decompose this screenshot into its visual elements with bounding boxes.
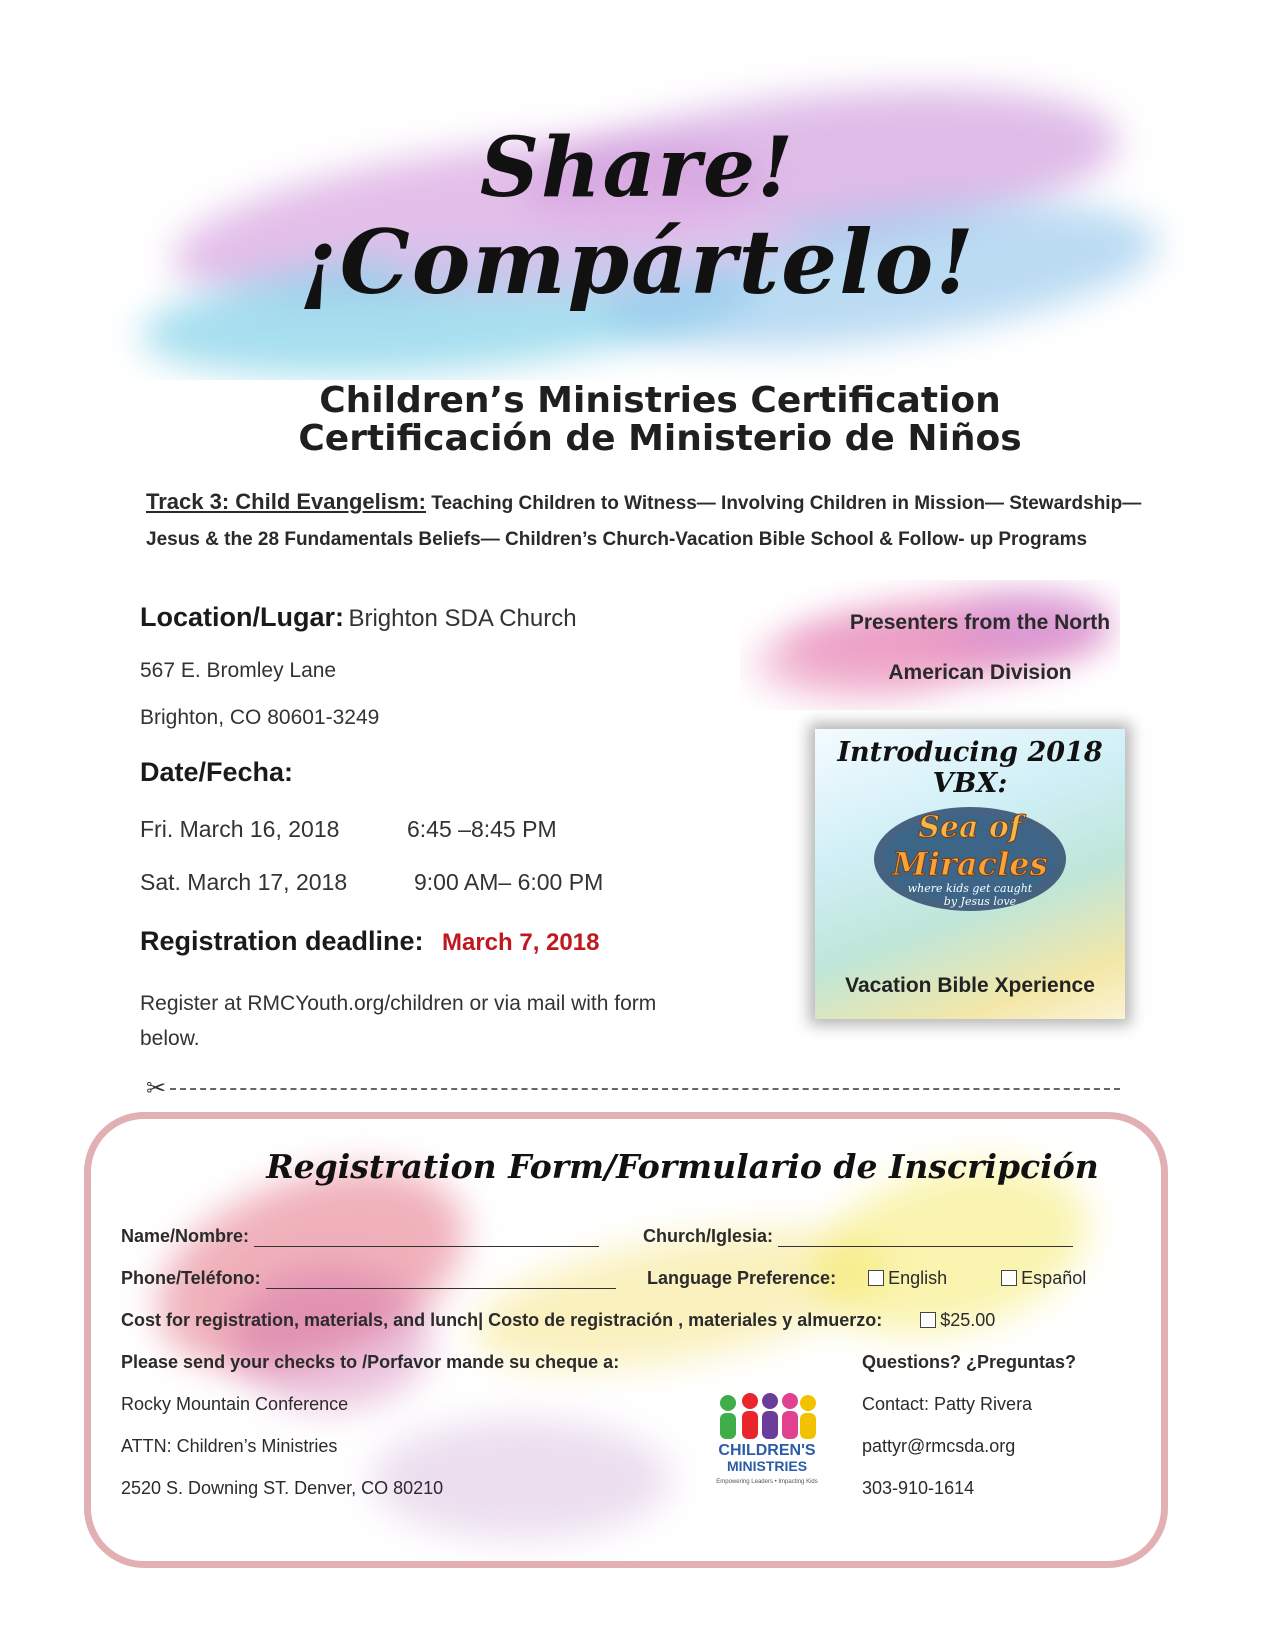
deadline-date: March 7, 2018 (442, 929, 600, 956)
date-day1: Fri. March 16, 2018 (140, 816, 340, 842)
deadline-line (140, 926, 599, 957)
presenters-text (820, 598, 1140, 698)
track-description (146, 484, 1196, 558)
questions-label (862, 1352, 1076, 1373)
name-label: Name/Nombre: (121, 1226, 250, 1246)
contact-phone: 303-910-1614 (862, 1478, 975, 1498)
phone-label: Phone/Teléfono: (121, 1268, 261, 1288)
track-topics-line1: Teaching Children to Witness— Involving Children in Mission— Stewardship— (425, 493, 1142, 514)
track-label: Track 3: Child Evangelism: (146, 489, 426, 514)
espanol-checkbox[interactable] (1001, 1270, 1017, 1286)
certification-title-es: Certificación de Ministerio de Niños (298, 418, 1022, 459)
form-church-row (643, 1226, 1073, 1247)
name-field[interactable] (254, 1228, 599, 1247)
location-street: 567 E. Bromley Lane (140, 659, 337, 682)
church-field[interactable] (778, 1228, 1073, 1247)
certification-title-en: Children’s Ministries Certification (319, 380, 1001, 421)
sea-logo-tagline1: where kids get caught (907, 882, 1033, 895)
cost-label: Cost for registration, materials, and lunch| Costo de registración , materiales y almuerzo: (121, 1310, 883, 1330)
childrens-ministries-logo (712, 1393, 822, 1493)
presenters-line2: American Division (888, 661, 1072, 684)
register-line2: below. (140, 1027, 200, 1050)
english-checkbox[interactable] (868, 1270, 884, 1286)
form-name-row (121, 1226, 599, 1247)
mail-line3: 2520 S. Downing ST. Denver, CO 80210 (121, 1478, 444, 1498)
mail-line2: ATTN: Children’s Ministries (121, 1436, 338, 1456)
phone-field[interactable] (266, 1270, 616, 1289)
location-line (140, 602, 577, 633)
scissors-icon: ✂ (146, 1075, 167, 1102)
location-name: Brighton SDA Church (348, 605, 577, 632)
track-topics-line2: Jesus & the 28 Fundamentals Beliefs— Children’s Church-Vacation Bible School & Follow- up Programs (146, 529, 1088, 550)
logo-tagline: Empowering Leaders • Impacting Kids (716, 1479, 818, 1485)
location-city: Brighton, CO 80601-3249 (140, 706, 380, 729)
sea-logo-line1: Sea of (918, 810, 1022, 845)
deadline-label: Registration deadline: (140, 926, 424, 956)
date-time2: 9:00 AM– 6:00 PM (414, 869, 604, 895)
checks-label-text: Please send your checks to /Porfavor mande su cheque a: (121, 1352, 620, 1372)
cost-value: $25.00 (940, 1310, 996, 1330)
hero-title-share: Share! (479, 120, 796, 216)
date-time1: 6:45 –8:45 PM (407, 816, 557, 842)
english-label: English (888, 1268, 948, 1288)
contact-email[interactable]: pattyr@rmcsda.org (862, 1436, 1016, 1456)
form-cost-row (121, 1310, 995, 1331)
location-label: Location/Lugar: (140, 602, 344, 632)
register-instructions (140, 986, 656, 1056)
church-label: Church/Iglesia: (643, 1226, 774, 1246)
questions-label-text: Questions? ¿Preguntas? (862, 1352, 1077, 1372)
hero-title-compartelo: ¡Compártelo! (299, 210, 976, 314)
vbx-caption: Vacation Bible Xperience (845, 974, 1095, 997)
mail-line1: Rocky Mountain Conference (121, 1394, 349, 1414)
date-label: Date/Fecha: (140, 757, 294, 787)
espanol-label: Español (1021, 1268, 1087, 1288)
register-line1: Register at RMCYouth.org/children or via mail with form (140, 992, 657, 1015)
cost-checkbox[interactable] (920, 1312, 936, 1328)
sea-logo-line2: Miracles (892, 845, 1048, 883)
form-title: Registration Form/Formulario de Inscripción (266, 1147, 1099, 1186)
vbx-intro: Introducing 2018 VBX: (837, 737, 1103, 799)
logo-line2: MINISTRIES (726, 1458, 808, 1474)
sea-of-miracles-logo (870, 789, 1070, 919)
contact-name: Contact: Patty Rivera (862, 1394, 1033, 1414)
presenters-line1: Presenters from the North (849, 611, 1111, 634)
cut-line (170, 1088, 1120, 1090)
form-language-row (647, 1268, 1086, 1289)
language-label: Language Preference: (647, 1268, 837, 1288)
vbx-promo-box (815, 729, 1125, 1019)
logo-line1: CHILDREN'S (718, 1442, 816, 1459)
date-day2: Sat. March 17, 2018 (140, 869, 348, 895)
form-phone-row (121, 1268, 616, 1289)
sea-logo-tagline2: by Jesus love (943, 895, 1017, 908)
checks-label (121, 1352, 619, 1373)
